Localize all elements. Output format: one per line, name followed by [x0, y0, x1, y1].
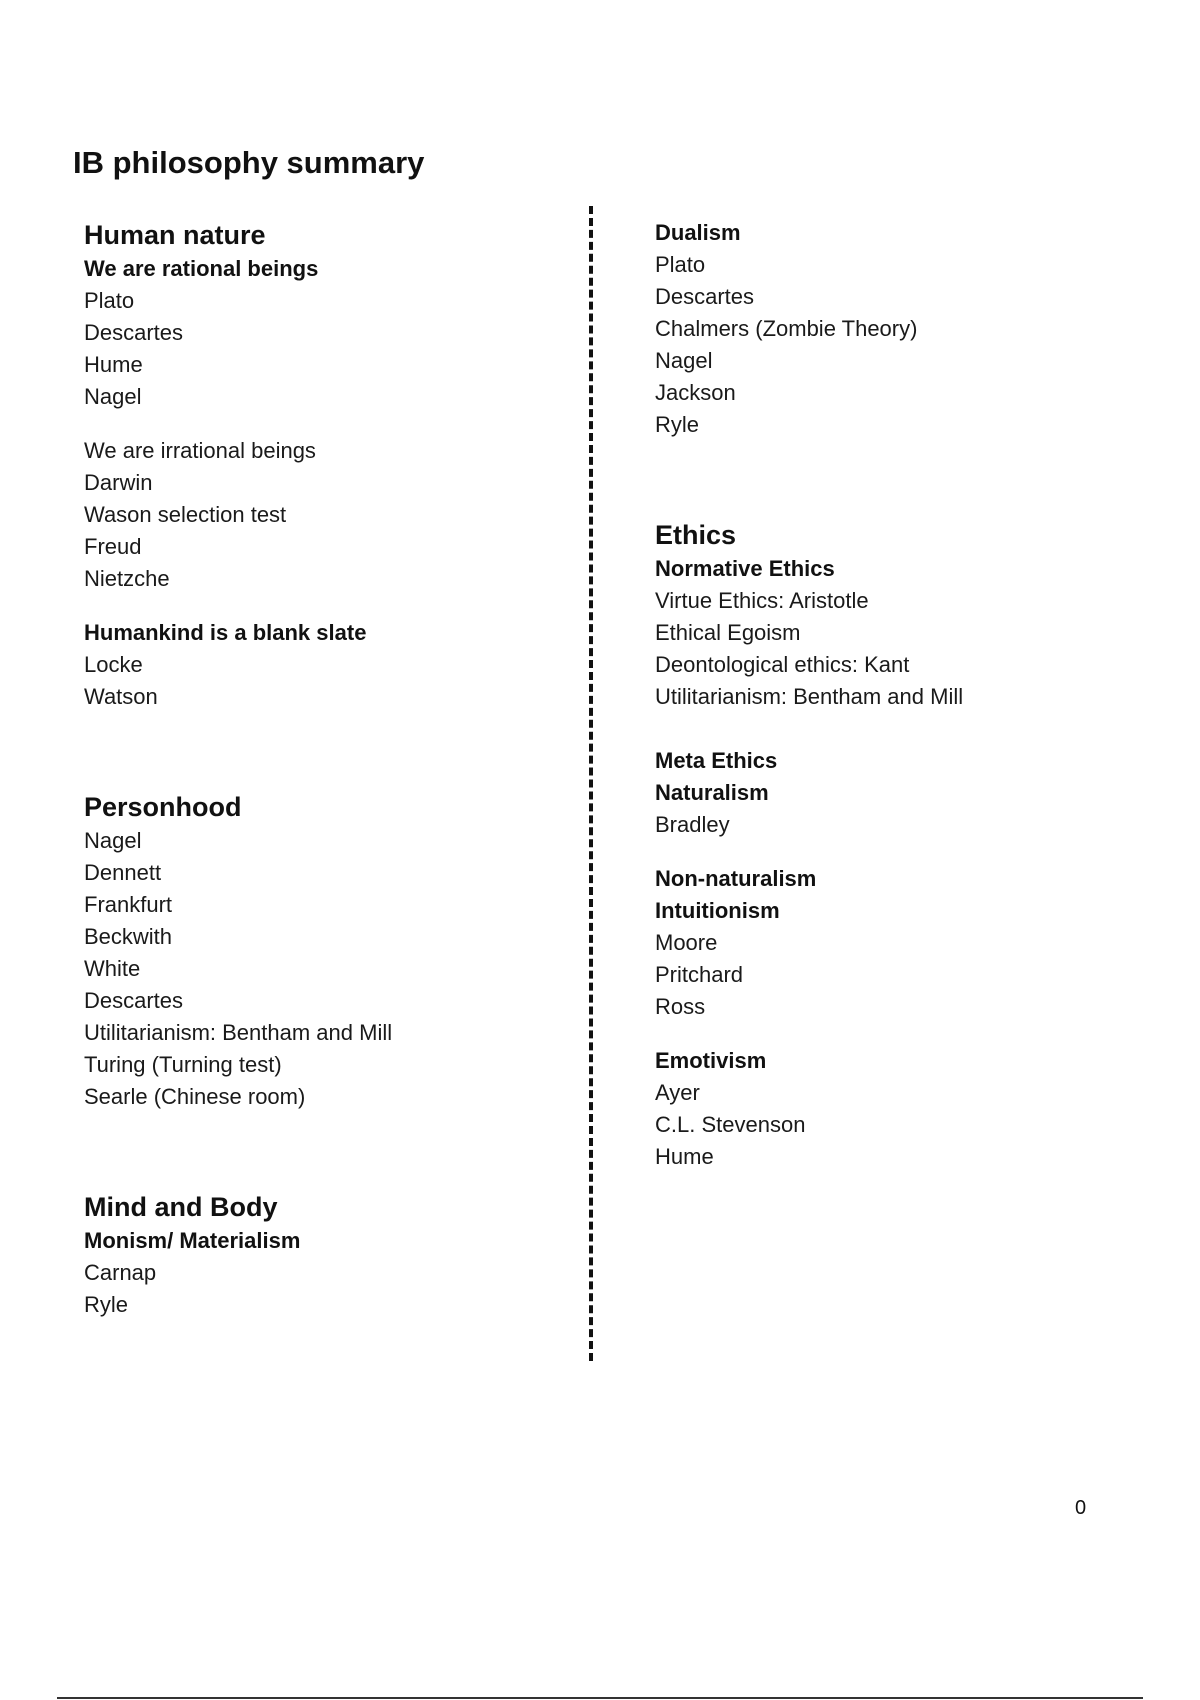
footer-rule: [57, 1697, 1143, 1699]
list-item: Ayer: [655, 1080, 700, 1105]
sub-heading-naturalism: Naturalism: [655, 780, 769, 805]
column-divider: [589, 206, 593, 1361]
list-item: Watson: [84, 684, 158, 709]
list-item: Nietzche: [84, 566, 170, 591]
list-item: Deontological ethics: Kant: [655, 652, 910, 677]
list-item: Moore: [655, 930, 718, 955]
list-item: Freud: [84, 534, 142, 559]
list-item: Nagel: [84, 384, 142, 409]
page-number: 0: [1075, 1497, 1087, 1519]
list-item: Carnap: [84, 1260, 157, 1285]
section-heading-ethics: Ethics: [655, 520, 737, 550]
left-column: [84, 217, 564, 1321]
page-title: IB philosophy summary: [73, 145, 425, 180]
right-column: [655, 217, 1155, 1173]
group-dualism: [655, 217, 1155, 441]
list-item: Wason selection test: [84, 502, 287, 527]
sub-heading-monism: Monism/ Materialism: [84, 1228, 301, 1253]
list-item: Pritchard: [655, 962, 744, 987]
list-item: Virtue Ethics: Aristotle: [655, 588, 869, 613]
list-item: Utilitarianism: Bentham and Mill: [84, 1020, 393, 1045]
list-item: Descartes: [655, 284, 755, 309]
group-personhood: [84, 825, 564, 1113]
sub-heading-normative: Normative Ethics: [655, 556, 835, 581]
sub-heading-emotivism: Emotivism: [655, 1048, 767, 1073]
group-irrational-beings: [84, 435, 564, 595]
list-item: Nagel: [84, 828, 142, 853]
list-item: Chalmers (Zombie Theory): [655, 316, 918, 341]
group-emotivism: [655, 1045, 1155, 1173]
list-item: Locke: [84, 652, 143, 677]
list-item: Descartes: [84, 988, 184, 1013]
list-item: Turing (Turning test): [84, 1052, 282, 1077]
list-item: Beckwith: [84, 924, 173, 949]
section-heading-mind-and-body: Mind and Body: [84, 1192, 278, 1222]
group-rational-beings: [84, 253, 564, 413]
list-item: Ryle: [655, 412, 700, 437]
sub-heading-irrational: We are irrational beings: [84, 438, 316, 463]
group-blank-slate: [84, 617, 564, 713]
group-normative-ethics: [655, 553, 1155, 713]
section-heading-human-nature: Human nature: [84, 220, 266, 250]
list-item: Searle (Chinese room): [84, 1084, 306, 1109]
sub-heading-meta-ethics: Meta Ethics: [655, 748, 778, 773]
sub-heading-dualism: Dualism: [655, 220, 741, 245]
list-item: Dennett: [84, 860, 162, 885]
list-item: Ross: [655, 994, 706, 1019]
group-monism: [84, 1225, 564, 1321]
sub-heading-intuitionism: Intuitionism: [655, 898, 780, 923]
list-item: Bradley: [655, 812, 730, 837]
group-non-naturalism: [655, 863, 1155, 1023]
list-item: Plato: [655, 252, 706, 277]
list-item: C.L. Stevenson: [655, 1112, 806, 1137]
section-heading-personhood: Personhood: [84, 792, 242, 822]
sub-heading-non-naturalism: Non-naturalism: [655, 866, 817, 891]
list-item: Frankfurt: [84, 892, 173, 917]
list-item: Plato: [84, 288, 135, 313]
list-item: Darwin: [84, 470, 153, 495]
list-item: Ryle: [84, 1292, 129, 1317]
list-item: Ethical Egoism: [655, 620, 801, 645]
list-item: Hume: [655, 1144, 714, 1169]
list-item: Descartes: [84, 320, 184, 345]
list-item: Nagel: [655, 348, 713, 373]
list-item: Hume: [84, 352, 143, 377]
group-meta-ethics: [655, 745, 1155, 841]
list-item: Utilitarianism: Bentham and Mill: [655, 684, 964, 709]
sub-heading-rational: We are rational beings: [84, 256, 319, 281]
sub-heading-blank-slate: Humankind is a blank slate: [84, 620, 367, 645]
list-item: Jackson: [655, 380, 736, 405]
list-item: White: [84, 956, 141, 981]
